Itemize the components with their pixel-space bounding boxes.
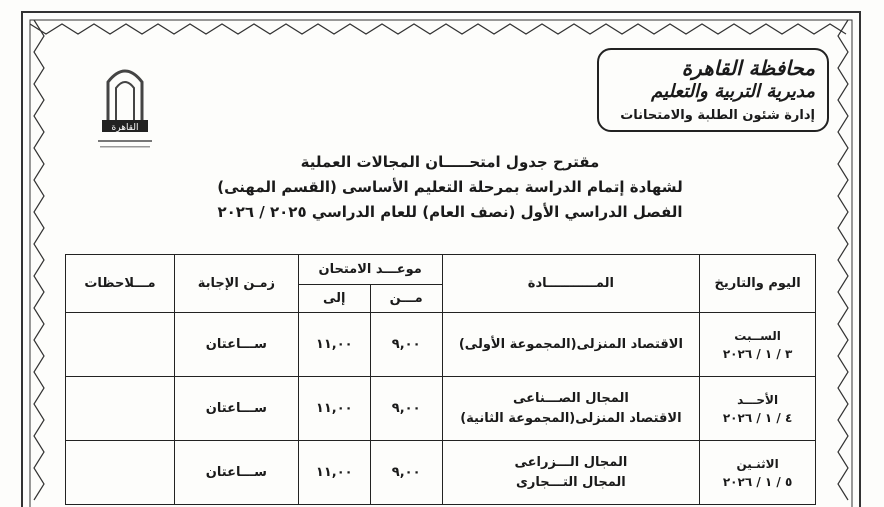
document-titles bbox=[160, 150, 740, 225]
header-from: مـــن bbox=[370, 285, 442, 313]
subject-line: المجال التـــجارى bbox=[516, 474, 626, 490]
header-notes: مـــلاحظات bbox=[66, 255, 175, 313]
day-date-cell bbox=[700, 377, 816, 441]
to-time: ١١,٠٠ bbox=[298, 313, 370, 377]
table-row bbox=[66, 441, 816, 505]
table-row bbox=[66, 377, 816, 441]
duration-cell: ســـاعتان bbox=[174, 313, 298, 377]
from-time: ٩,٠٠ bbox=[370, 441, 442, 505]
header-row bbox=[66, 255, 816, 285]
day-date-cell bbox=[700, 441, 816, 505]
subject-line: المجال الـــزراعى bbox=[514, 454, 628, 470]
header-duration: زمـن الإجابة bbox=[174, 255, 298, 313]
exam-schedule-table bbox=[65, 254, 816, 505]
subject-line: الاقتصاد المنزلى(المجموعة الثانية) bbox=[460, 410, 682, 426]
day-name: الســبت bbox=[734, 328, 781, 343]
title-line-2: لشهادة إتمام الدراسة بمرحلة التعليم الأساسى (القسم المهنى) bbox=[217, 178, 683, 196]
subject-cell bbox=[442, 377, 700, 441]
day-name: الاثنـين bbox=[736, 456, 779, 471]
department-name: إدارة شئون الطلبة والامتحانات bbox=[620, 108, 815, 123]
svg-text:القاهرة: القاهرة bbox=[111, 123, 139, 133]
cairo-logo bbox=[80, 52, 170, 152]
header-day-date: اليوم والتاريخ bbox=[700, 255, 816, 313]
table-row bbox=[66, 313, 816, 377]
subject-cell bbox=[442, 313, 700, 377]
header-subject: المـــــــــــادة bbox=[442, 255, 700, 313]
duration-cell: ســـاعتان bbox=[174, 441, 298, 505]
title-line-3: الفصل الدراسي الأول (نصف العام) للعام الدراسي ٢٠٢٥ / ٢٠٢٦ bbox=[217, 203, 683, 221]
subject-line: المجال الصـــناعى bbox=[512, 390, 629, 406]
governorate-name: محافظة القاهرة bbox=[681, 56, 815, 80]
notes-cell bbox=[66, 441, 175, 505]
notes-cell bbox=[66, 313, 175, 377]
title-line-1: مقترح جدول امتحـــــان المجالات العملية bbox=[300, 153, 600, 171]
exam-date: ٣ / ١ / ٢٠٢٦ bbox=[722, 346, 793, 361]
notes-cell bbox=[66, 377, 175, 441]
header-exam-time: موعـــد الامتحان bbox=[298, 255, 442, 285]
to-time: ١١,٠٠ bbox=[298, 377, 370, 441]
duration-cell: ســـاعتان bbox=[174, 377, 298, 441]
from-time: ٩,٠٠ bbox=[370, 313, 442, 377]
directorate-header bbox=[597, 48, 829, 132]
from-time: ٩,٠٠ bbox=[370, 377, 442, 441]
day-name: الأحـــد bbox=[737, 392, 779, 407]
subject-line: الاقتصاد المنزلى(المجموعة الأولى) bbox=[458, 336, 683, 352]
exam-date: ٤ / ١ / ٢٠٢٦ bbox=[722, 410, 793, 425]
directorate-name: مديرية التربية والتعليم bbox=[651, 81, 815, 102]
header-to: إلى bbox=[298, 285, 370, 313]
subject-cell bbox=[442, 441, 700, 505]
day-date-cell bbox=[700, 313, 816, 377]
to-time: ١١,٠٠ bbox=[298, 441, 370, 505]
exam-date: ٥ / ١ / ٢٠٢٦ bbox=[722, 474, 793, 489]
